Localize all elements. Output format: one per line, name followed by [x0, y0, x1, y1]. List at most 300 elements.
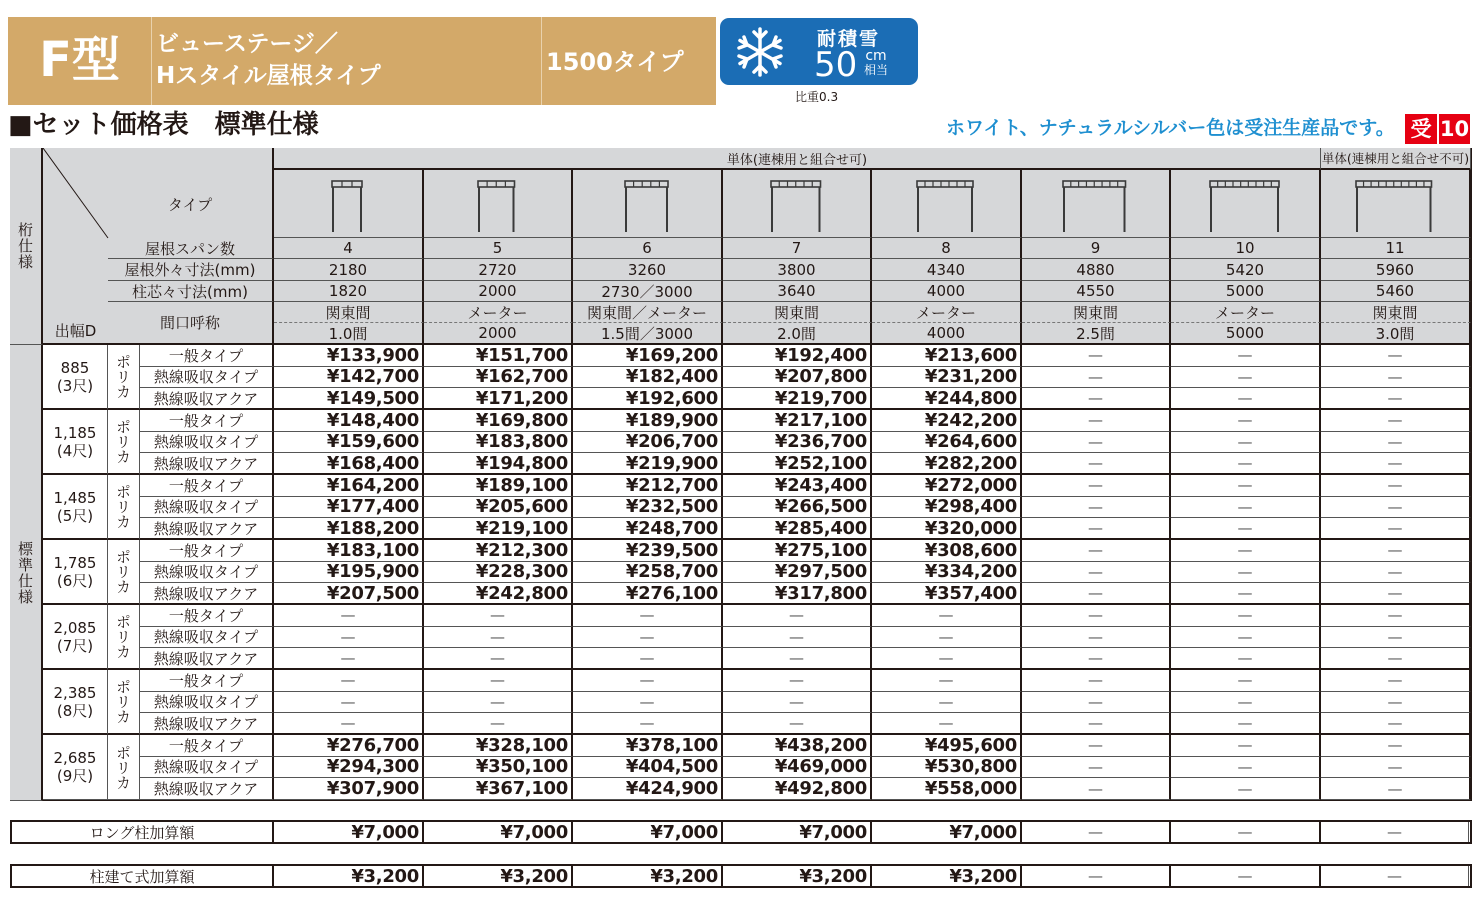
price-cell: — [1171, 713, 1321, 735]
price-cell: — [1321, 605, 1471, 627]
price-cell: ¥298,400 [872, 497, 1022, 519]
price-cell: ¥183,100 [274, 540, 424, 562]
price-cell: ¥171,200 [424, 388, 573, 410]
sub-type-label: 熱線吸収タイプ [140, 692, 274, 714]
price-cell: — [1022, 583, 1171, 605]
product-name-line1: ビューステージ／ [156, 31, 338, 57]
price-cell: ¥177,400 [274, 497, 424, 519]
price-cell: — [1321, 367, 1471, 389]
post-center-cell: 5460 [1321, 281, 1471, 302]
price-cell: ¥205,600 [424, 497, 573, 519]
sub-type-label: 熱線吸収アクア [140, 453, 274, 475]
price-cell: ¥297,500 [723, 562, 872, 584]
price-cell: — [1171, 670, 1321, 692]
material-cell [108, 475, 140, 540]
price-cell: — [1321, 475, 1471, 497]
extra-value: ¥7,000 [723, 822, 872, 842]
price-cell: ¥133,900 [274, 345, 424, 367]
price-cell: ¥212,300 [424, 540, 573, 562]
extra-value: ¥7,000 [424, 822, 573, 842]
price-cell: — [1171, 778, 1321, 800]
price-cell: ¥378,100 [573, 735, 723, 757]
frontage-top-cell: メーター [424, 302, 573, 323]
price-cell: ¥242,800 [424, 583, 573, 605]
snow-badge-value: 50 [814, 45, 858, 85]
depth-shaku: (9尺) [56, 767, 94, 785]
product-name-line2: Hスタイル屋根タイプ [156, 63, 381, 89]
frontage-bottom-cell: 4000 [872, 323, 1022, 345]
price-cell: — [1321, 648, 1471, 670]
price-cell: ¥367,100 [424, 778, 573, 800]
span-count-cell: 6 [573, 238, 723, 259]
span-count-cell: 9 [1022, 238, 1171, 259]
material-label: ポリカ [114, 549, 132, 594]
price-cell: ¥276,100 [573, 583, 723, 605]
depth-cell [43, 475, 108, 540]
post-center-cell: 3640 [723, 281, 872, 302]
sub-type-label: 熱線吸収タイプ [140, 757, 274, 779]
price-cell: — [1321, 692, 1471, 714]
price-cell: — [274, 627, 424, 649]
price-cell: — [1022, 735, 1171, 757]
span-count-cell: 7 [723, 238, 872, 259]
frame-icon-cell [1321, 170, 1471, 238]
price-cell: ¥169,200 [573, 345, 723, 367]
depth-value: 2,685 [53, 749, 97, 767]
price-cell: ¥285,400 [723, 518, 872, 540]
price-cell: ¥192,600 [573, 388, 723, 410]
extra-value: ¥7,000 [274, 822, 424, 842]
extra-value: ¥3,200 [274, 866, 424, 886]
price-cell: — [1022, 670, 1171, 692]
carport-frame-icon [1062, 174, 1129, 234]
price-cell: — [1321, 540, 1471, 562]
price-cell: ¥219,100 [424, 518, 573, 540]
depth-shaku: (7尺) [56, 636, 94, 655]
price-cell: — [1022, 432, 1171, 454]
price-cell: — [1171, 627, 1321, 649]
price-cell: — [1171, 562, 1321, 584]
price-cell: ¥151,700 [424, 345, 573, 367]
price-cell: — [1321, 757, 1471, 779]
price-cell: — [274, 670, 424, 692]
post-center-cell: 5000 [1171, 281, 1321, 302]
price-cell: ¥206,700 [573, 432, 723, 454]
row-label-frontage: 間口呼称 [108, 302, 274, 345]
price-cell: — [1321, 518, 1471, 540]
price-cell: — [424, 605, 573, 627]
sub-type-label: 熱線吸収アクア [140, 388, 274, 410]
price-cell: — [1022, 778, 1171, 800]
sub-type-label: 熱線吸収アクア [140, 778, 274, 800]
side-label-bottom-text: 標準仕様 [16, 540, 34, 605]
row-label-span-count: 屋根スパン数 [108, 238, 274, 259]
price-cell: — [424, 692, 573, 714]
group-header-b: 単体(連棟用と組合せ不可) [1321, 148, 1471, 170]
price-cell: — [1171, 345, 1321, 367]
snow-badge-title: 耐積雪 [817, 28, 881, 50]
depth-value: 2,385 [53, 683, 97, 702]
price-cell: — [1171, 518, 1321, 540]
price-cell: ¥252,100 [723, 453, 872, 475]
sub-type-label: 熱線吸収アクア [140, 648, 274, 670]
extra-value: — [1022, 866, 1171, 886]
price-cell: — [1321, 583, 1471, 605]
price-cell: — [1171, 540, 1321, 562]
frontage-top-cell: 関東間 [1022, 302, 1171, 323]
price-cell: — [573, 605, 723, 627]
frontage-bottom-cell: 1.0間 [274, 323, 424, 345]
frontage-top-cell: メーター [872, 302, 1022, 323]
price-cell: ¥317,800 [723, 583, 872, 605]
extra-value: ¥7,000 [872, 822, 1022, 842]
span-count-cell: 4 [274, 238, 424, 259]
price-cell: ¥244,800 [872, 388, 1022, 410]
depth-cell [43, 670, 108, 735]
price-cell: — [1022, 345, 1171, 367]
extra-value: — [1171, 866, 1321, 886]
frame-icon-cell [573, 170, 723, 238]
price-cell: — [1022, 453, 1171, 475]
sub-type-label: 一般タイプ [140, 735, 274, 757]
depth-cell [43, 345, 108, 410]
sub-type-label: 一般タイプ [140, 475, 274, 497]
extra-value: — [1321, 866, 1469, 886]
sub-type-label: 一般タイプ [140, 605, 274, 627]
price-cell: — [424, 648, 573, 670]
price-cell: ¥182,400 [573, 367, 723, 389]
price-cell: ¥148,400 [274, 410, 424, 432]
price-cell: ¥307,900 [274, 778, 424, 800]
price-cell: ¥239,500 [573, 540, 723, 562]
price-cell: — [424, 627, 573, 649]
price-cell: — [723, 627, 872, 649]
side-label-bottom [10, 345, 43, 801]
carport-frame-icon [477, 174, 518, 234]
price-cell: ¥228,300 [424, 562, 573, 584]
price-cell: ¥424,900 [573, 778, 723, 800]
model-label: F型 [39, 32, 120, 88]
price-cell: ¥189,900 [573, 410, 723, 432]
material-label: ポリカ [114, 354, 132, 399]
price-cell: — [1171, 648, 1321, 670]
price-cell: — [1022, 410, 1171, 432]
material-cell [108, 605, 140, 670]
material-cell [108, 540, 140, 605]
price-cell: ¥558,000 [872, 778, 1022, 800]
header-type-label: タイプ [108, 170, 274, 238]
price-cell: ¥207,500 [274, 583, 424, 605]
price-cell: — [1022, 692, 1171, 714]
price-cell: — [872, 692, 1022, 714]
price-cell: — [723, 648, 872, 670]
extra-value: — [1171, 822, 1321, 842]
price-cell: ¥219,700 [723, 388, 872, 410]
made-to-order-notice: ホワイト、ナチュラルシルバー色は受注生産品です。 [946, 117, 1395, 139]
post-center-cell: 2730／3000 [573, 281, 723, 302]
price-cell: — [274, 713, 424, 735]
price-cell: ¥189,100 [424, 475, 573, 497]
post-center-cell: 2000 [424, 281, 573, 302]
price-cell: — [723, 670, 872, 692]
price-cell: ¥168,400 [274, 453, 424, 475]
sub-type-label: 熱線吸収アクア [140, 518, 274, 540]
price-cell: — [573, 627, 723, 649]
post-center-cell: 4000 [872, 281, 1022, 302]
price-cell: ¥217,100 [723, 410, 872, 432]
price-cell: — [1022, 497, 1171, 519]
price-cell: ¥258,700 [573, 562, 723, 584]
material-cell [108, 345, 140, 410]
price-cell: — [1022, 713, 1171, 735]
price-cell: — [573, 670, 723, 692]
extra-label: ロング柱加算額 [12, 822, 274, 842]
sub-type-label: 一般タイプ [140, 540, 274, 562]
price-cell: ¥334,200 [872, 562, 1022, 584]
price-cell: — [1171, 757, 1321, 779]
price-cell: ¥495,600 [872, 735, 1022, 757]
outer-size-cell: 3800 [723, 259, 872, 281]
price-cell: — [872, 627, 1022, 649]
carport-frame-icon [770, 174, 824, 234]
depth-value: 1,185 [53, 423, 97, 442]
price-cell: ¥212,700 [573, 475, 723, 497]
outer-size-cell: 3260 [573, 259, 723, 281]
sub-type-label: 一般タイプ [140, 410, 274, 432]
price-cell: — [1022, 648, 1171, 670]
price-cell: ¥232,500 [573, 497, 723, 519]
price-cell: — [872, 670, 1022, 692]
material-cell [108, 735, 140, 800]
depth-value: 885 [60, 358, 90, 377]
price-cell: — [1321, 735, 1471, 757]
price-cell: ¥275,100 [723, 540, 872, 562]
price-cell: — [1171, 367, 1321, 389]
outer-size-cell: 5420 [1171, 259, 1321, 281]
price-cell: — [1171, 583, 1321, 605]
side-label-top [10, 148, 43, 345]
frame-icon-cell [274, 170, 424, 238]
price-cell: ¥492,800 [723, 778, 872, 800]
frontage-top-cell: 関東間 [1321, 302, 1471, 323]
extra-value: ¥3,200 [424, 866, 573, 886]
frame-icon-cell [872, 170, 1022, 238]
price-cell: — [1321, 345, 1471, 367]
price-cell: — [1022, 475, 1171, 497]
price-cell: — [424, 713, 573, 735]
sub-type-label: 熱線吸収タイプ [140, 432, 274, 454]
outer-size-cell: 4340 [872, 259, 1022, 281]
price-cell: ¥438,200 [723, 735, 872, 757]
sub-type-label: 熱線吸収アクア [140, 583, 274, 605]
price-cell: — [1321, 778, 1471, 800]
price-cell: — [1171, 605, 1321, 627]
span-count-cell: 8 [872, 238, 1022, 259]
extra-value: — [1022, 822, 1171, 842]
outer-size-cell: 4880 [1022, 259, 1171, 281]
price-cell: — [872, 605, 1022, 627]
frontage-bottom-cell: 3.0間 [1321, 323, 1471, 345]
sub-type-label: 一般タイプ [140, 345, 274, 367]
price-cell: ¥530,800 [872, 757, 1022, 779]
material-label: ポリカ [114, 484, 132, 529]
side-label-top-text: 桁仕様 [16, 222, 34, 270]
span-count-cell: 5 [424, 238, 573, 259]
price-cell: ¥159,600 [274, 432, 424, 454]
price-cell: — [573, 692, 723, 714]
price-cell: ¥308,600 [872, 540, 1022, 562]
price-cell: — [1022, 562, 1171, 584]
material-cell [108, 670, 140, 735]
frontage-bottom-cell: 1.5間／3000 [573, 323, 723, 345]
post-center-cell: 4550 [1022, 281, 1171, 302]
price-cell: — [723, 605, 872, 627]
price-cell: ¥266,500 [723, 497, 872, 519]
price-cell: — [1321, 497, 1471, 519]
price-cell: ¥188,200 [274, 518, 424, 540]
depth-value: 1,485 [53, 488, 97, 507]
frontage-top-cell: 関東間／メーター [573, 302, 723, 323]
carport-frame-icon [1209, 174, 1282, 234]
frame-icon-cell [1171, 170, 1321, 238]
price-cell: — [872, 648, 1022, 670]
carport-frame-icon [916, 174, 976, 234]
sub-type-label: 熱線吸収タイプ [140, 497, 274, 519]
price-cell: — [1171, 497, 1321, 519]
price-cell: ¥243,400 [723, 475, 872, 497]
price-cell: — [1171, 692, 1321, 714]
outer-size-cell: 5960 [1321, 259, 1471, 281]
depth-shaku: (3尺) [56, 376, 94, 395]
price-cell: ¥164,200 [274, 475, 424, 497]
material-cell [108, 410, 140, 475]
product-type: 1500タイプ [546, 48, 684, 76]
frontage-bottom-cell: 2.5間 [1022, 323, 1171, 345]
depth-shaku: (6尺) [56, 571, 94, 590]
sub-type-label: 一般タイプ [140, 670, 274, 692]
row-label-outer-size: 屋根外々寸法(mm) [108, 259, 274, 281]
price-cell: ¥357,400 [872, 583, 1022, 605]
extra-value: ¥7,000 [573, 822, 723, 842]
price-cell: ¥282,200 [872, 453, 1022, 475]
price-cell: — [723, 692, 872, 714]
frame-icon-cell [424, 170, 573, 238]
price-cell: ¥264,600 [872, 432, 1022, 454]
price-cell: — [573, 648, 723, 670]
price-cell: — [872, 713, 1022, 735]
material-label: ポリカ [114, 419, 132, 464]
price-cell: ¥276,700 [274, 735, 424, 757]
price-cell: ¥404,500 [573, 757, 723, 779]
extra-value: — [1321, 822, 1469, 842]
material-label: ポリカ [114, 679, 132, 724]
price-cell: — [1321, 410, 1471, 432]
price-cell: — [1022, 605, 1171, 627]
price-cell: — [1022, 540, 1171, 562]
price-cell: ¥272,000 [872, 475, 1022, 497]
price-cell: ¥219,900 [573, 453, 723, 475]
price-cell: — [1022, 388, 1171, 410]
price-cell: ¥149,500 [274, 388, 424, 410]
carport-frame-icon [331, 174, 365, 234]
carport-frame-icon [624, 174, 671, 234]
carport-frame-icon [1355, 174, 1435, 234]
price-cell: ¥350,100 [424, 757, 573, 779]
order-badge-label: 受 [1405, 114, 1439, 144]
section-title: ■セット価格表 標準仕様 [8, 110, 319, 140]
price-cell: — [1171, 432, 1321, 454]
price-cell: ¥248,700 [573, 518, 723, 540]
frontage-top-cell: メーター [1171, 302, 1321, 323]
frontage-top-cell: 関東間 [723, 302, 872, 323]
price-cell: ¥328,100 [424, 735, 573, 757]
price-cell: ¥320,000 [872, 518, 1022, 540]
depth-value: 2,085 [53, 618, 97, 637]
outer-size-cell: 2720 [424, 259, 573, 281]
span-count-cell: 10 [1171, 238, 1321, 259]
post-center-cell: 1820 [274, 281, 424, 302]
price-cell: — [274, 648, 424, 670]
price-cell: ¥207,800 [723, 367, 872, 389]
depth-cell [43, 540, 108, 605]
price-cell: — [1022, 757, 1171, 779]
price-cell: — [1022, 627, 1171, 649]
price-cell: — [1022, 367, 1171, 389]
price-cell: ¥169,800 [424, 410, 573, 432]
frontage-top-cell: 関東間 [274, 302, 424, 323]
sub-type-label: 熱線吸収タイプ [140, 627, 274, 649]
price-cell: — [1321, 453, 1471, 475]
row-label-post-center: 柱芯々寸法(mm) [108, 281, 274, 302]
outer-size-cell: 2180 [274, 259, 424, 281]
price-cell: — [424, 670, 573, 692]
price-cell: — [1171, 475, 1321, 497]
extra-value: ¥3,200 [872, 866, 1022, 886]
extra-label: 柱建て式加算額 [12, 866, 274, 886]
depth-cell [43, 735, 108, 800]
depth-shaku: (5尺) [56, 506, 94, 525]
price-cell: — [1022, 518, 1171, 540]
order-badge-days: 10 [1439, 117, 1470, 141]
extra-value: ¥3,200 [723, 866, 872, 886]
price-cell: — [1321, 627, 1471, 649]
price-cell: ¥242,200 [872, 410, 1022, 432]
price-cell: — [1321, 713, 1471, 735]
price-cell: — [274, 692, 424, 714]
depth-shaku: (8尺) [56, 701, 94, 720]
frame-icon-cell [1022, 170, 1171, 238]
frame-icon-cell [723, 170, 872, 238]
price-cell: — [1171, 735, 1321, 757]
price-cell: — [1321, 562, 1471, 584]
price-cell: ¥142,700 [274, 367, 424, 389]
header-depth-label: 出幅D [43, 302, 108, 345]
specific-gravity-note: 比重0.3 [795, 90, 839, 104]
price-cell: ¥192,400 [723, 345, 872, 367]
price-cell: — [723, 713, 872, 735]
price-cell: — [1321, 670, 1471, 692]
frontage-bottom-cell: 2000 [424, 323, 573, 345]
frontage-bottom-cell: 5000 [1171, 323, 1321, 345]
price-cell: — [274, 605, 424, 627]
price-cell: ¥195,900 [274, 562, 424, 584]
price-cell: — [1321, 432, 1471, 454]
snow-badge-unit-note: 相当 [864, 63, 889, 77]
extra-value: ¥3,200 [573, 866, 723, 886]
price-cell: ¥231,200 [872, 367, 1022, 389]
depth-value: 1,785 [53, 553, 97, 572]
sub-type-label: 熱線吸収タイプ [140, 367, 274, 389]
